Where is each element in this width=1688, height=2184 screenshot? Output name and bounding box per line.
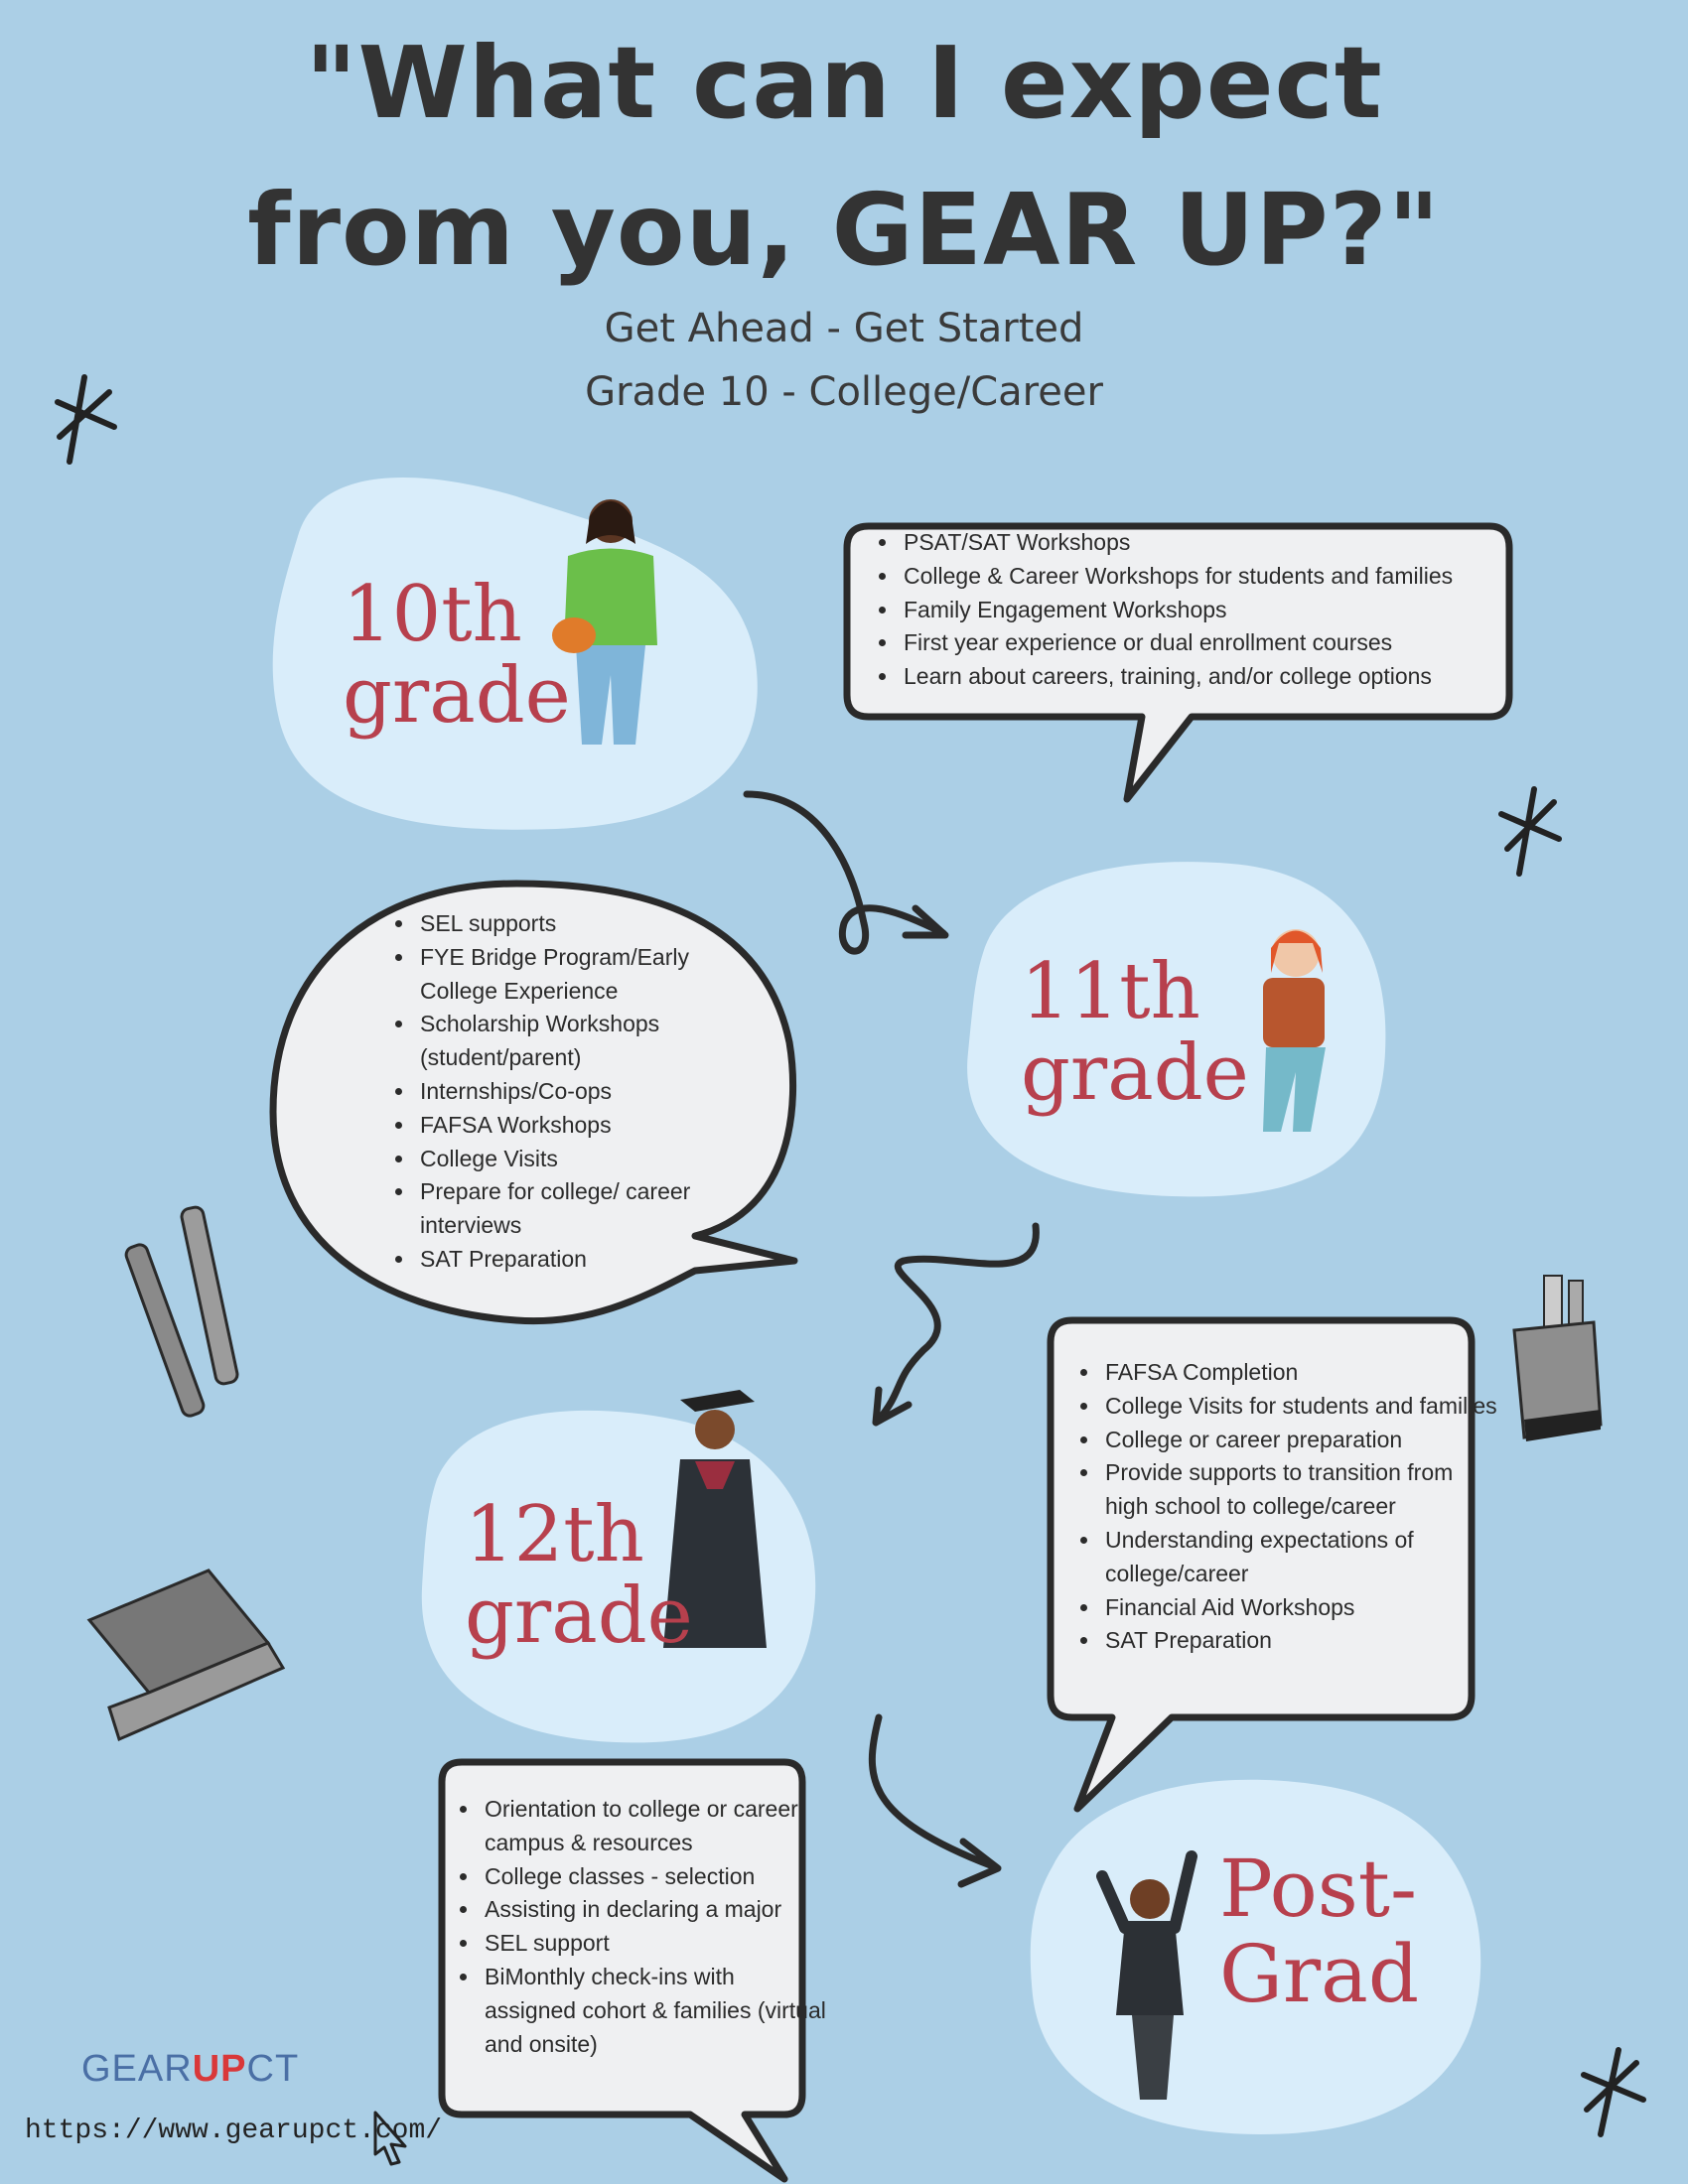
label-10th-line1: 10th <box>343 570 522 659</box>
list-item: • Family Engagement Workshops <box>900 594 1495 627</box>
list-item: • FAFSA Completion <box>1101 1356 1498 1390</box>
star-bottom-right <box>1584 2050 1643 2134</box>
title-line-2: from you, GEAR UP?" <box>247 172 1441 288</box>
list-item: • SAT Preparation <box>1101 1624 1498 1658</box>
label-post-grad <box>1219 1843 1420 2020</box>
list-item: • Assisting in declaring a major <box>481 1893 830 1927</box>
list-item: • Orientation to college or career campus & resources <box>481 1793 830 1860</box>
list-item: • College Visits <box>416 1143 734 1176</box>
label-12th-line1: 12th <box>465 1490 644 1579</box>
list-post-grad <box>447 1793 830 2061</box>
list-10th-grade <box>866 526 1495 694</box>
list-item: • College classes - selection <box>481 1860 830 1894</box>
label-postgrad-line1: Post- <box>1219 1843 1417 1935</box>
list-item: • College & Career Workshops for students and families <box>900 560 1495 594</box>
list-12th-grade <box>1067 1356 1498 1658</box>
label-11th-line2: grade <box>1021 1028 1249 1118</box>
label-10th-grade <box>343 570 571 741</box>
list-item: • Internships/Co-ops <box>416 1075 734 1109</box>
label-12th-grade <box>465 1490 693 1661</box>
title-line-1: "What can I expect <box>305 25 1383 141</box>
list-item: • BiMonthly check-ins with assigned cohort & families (virtual and onsite) <box>481 1961 830 2061</box>
laptop-icon <box>89 1570 283 1739</box>
label-11th-line1: 11th <box>1021 947 1200 1036</box>
list-item: • Learn about careers, training, and/or college options <box>900 660 1495 694</box>
label-10th-line2: grade <box>343 651 571 741</box>
star-mid-right <box>1501 789 1559 874</box>
list-item: • SEL supports <box>416 907 734 941</box>
subtitle-grade-range: Grade 10 - College/Career <box>585 369 1103 415</box>
website-link[interactable]: https://www.gearupct.com/ <box>25 2116 443 2146</box>
arrow-11-to-12 <box>876 1226 1036 1423</box>
logo-up: UP <box>192 2048 247 2090</box>
list-11th-grade <box>382 907 734 1277</box>
pens-icon <box>124 1206 239 1419</box>
list-item: • Prepare for college/ career interviews <box>416 1175 734 1243</box>
list-item: • College or career preparation <box>1101 1424 1498 1457</box>
list-item: • College Visits for students and families <box>1101 1390 1498 1424</box>
pencil-cup-icon <box>1514 1276 1601 1441</box>
star-top-left <box>58 377 114 462</box>
label-11th-grade <box>1021 947 1249 1118</box>
arrow-12-to-postgrad <box>872 1717 998 1884</box>
list-item: • SEL support <box>481 1927 830 1961</box>
label-postgrad-line2: Grad <box>1219 1928 1420 2020</box>
gearupct-logo <box>81 2048 299 2091</box>
list-item: • SAT Preparation <box>416 1243 734 1277</box>
list-item: • Provide supports to transition from high school to college/career <box>1101 1456 1498 1524</box>
list-item: • Understanding expectations of college/career <box>1101 1524 1498 1591</box>
list-item: • First year experience or dual enrollment courses <box>900 626 1495 660</box>
subtitle-tagline: Get Ahead - Get Started <box>604 306 1084 351</box>
list-item: • Scholarship Workshops (student/parent) <box>416 1008 734 1075</box>
list-item: • FYE Bridge Program/Early College Experience <box>416 941 734 1009</box>
logo-gear: GEAR <box>81 2048 193 2090</box>
logo-ct: CT <box>246 2048 300 2090</box>
label-12th-line2: grade <box>465 1571 693 1661</box>
list-item: • PSAT/SAT Workshops <box>900 526 1495 560</box>
arrow-10-to-11 <box>747 794 945 951</box>
list-item: • Financial Aid Workshops <box>1101 1591 1498 1625</box>
list-item: • FAFSA Workshops <box>416 1109 734 1143</box>
